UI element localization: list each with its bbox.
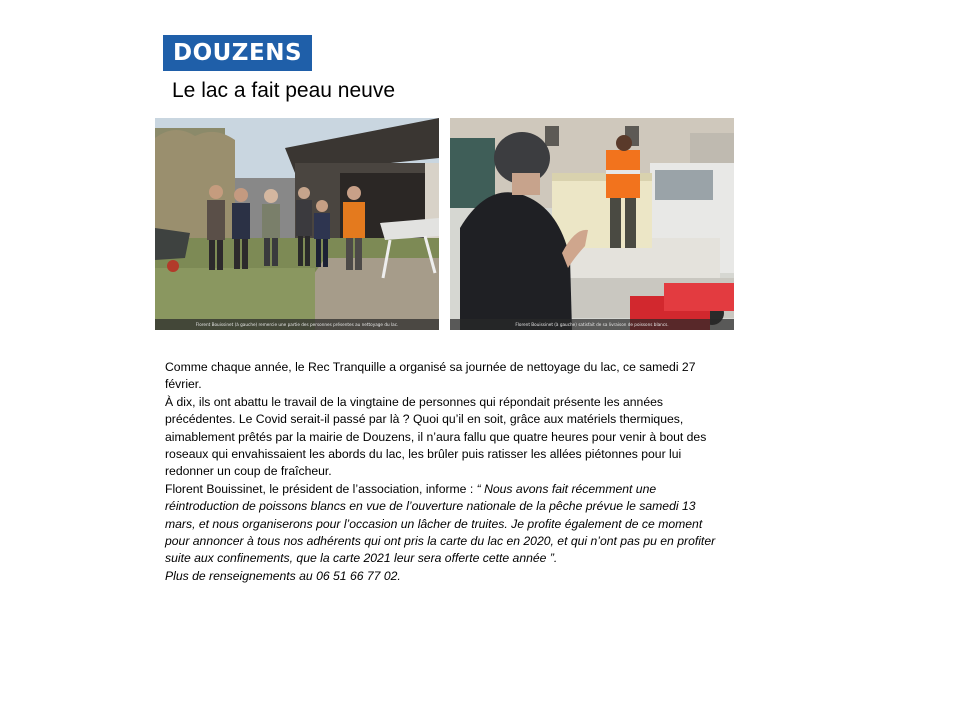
- logo-text: DOUZENS: [172, 40, 303, 66]
- photo-volunteers-image: [155, 118, 439, 330]
- photo-fish-delivery-image: [450, 118, 734, 330]
- photo-volunteers: [155, 118, 439, 330]
- douzens-logo: [163, 35, 312, 71]
- article-paragraph: [165, 481, 725, 568]
- article-body: [165, 359, 725, 585]
- photo-caption: Florent Bouissinet (à gauche) remercie une partie des personnes présentes au nettoyage du lac.: [155, 319, 439, 330]
- article-paragraph: Comme chaque année, le Rec Tranquille a organisé sa journée de nettoyage du lac, ce samedi 27 février.: [165, 360, 696, 392]
- article-quote-lead: Florent Bouissinet, le président de l’association, informe :: [165, 481, 477, 496]
- photo-fish-delivery: [450, 118, 734, 330]
- photo-caption: Florent Bouissinet (à gauche) satisfait de sa livraison de poissons blancs.: [450, 319, 734, 330]
- article-quote: “ Nous avons fait récemment une réintroduction de poissons blancs en vue de l’ouverture nationale de la pêche prévue le samedi 13 mars, et nous organiserons pour l’occasion un lâcher de truites. Je profite également de ce moment pour annoncer à tous nos adhérents qui ont pris la carte du lac en 2020, et qui n’ont pas pu en profiter suite aux confinements, que la carte 2021 leur sera offerte cette année ”.: [165, 481, 716, 566]
- article-paragraph: À dix, ils ont abattu le travail de la vingtaine de personnes qui répondait présente les années précédentes. Le Covid serait-il passé par là ? Quoi qu’il en soit, grâce aux matériels thermiques, aimablement prêtés par la mairie de Douzens, il n’aura fallu que quatre heures pour venir à bout des roseaux qui envahissaient les abords du lac, les brûler puis ratisser les allées piétonnes pour lui redonner un coup de fraîcheur.: [165, 394, 707, 479]
- article-headline: Le lac a fait peau neuve: [172, 79, 396, 102]
- article-contact: Plus de renseignements au 06 51 66 77 02.: [165, 568, 401, 583]
